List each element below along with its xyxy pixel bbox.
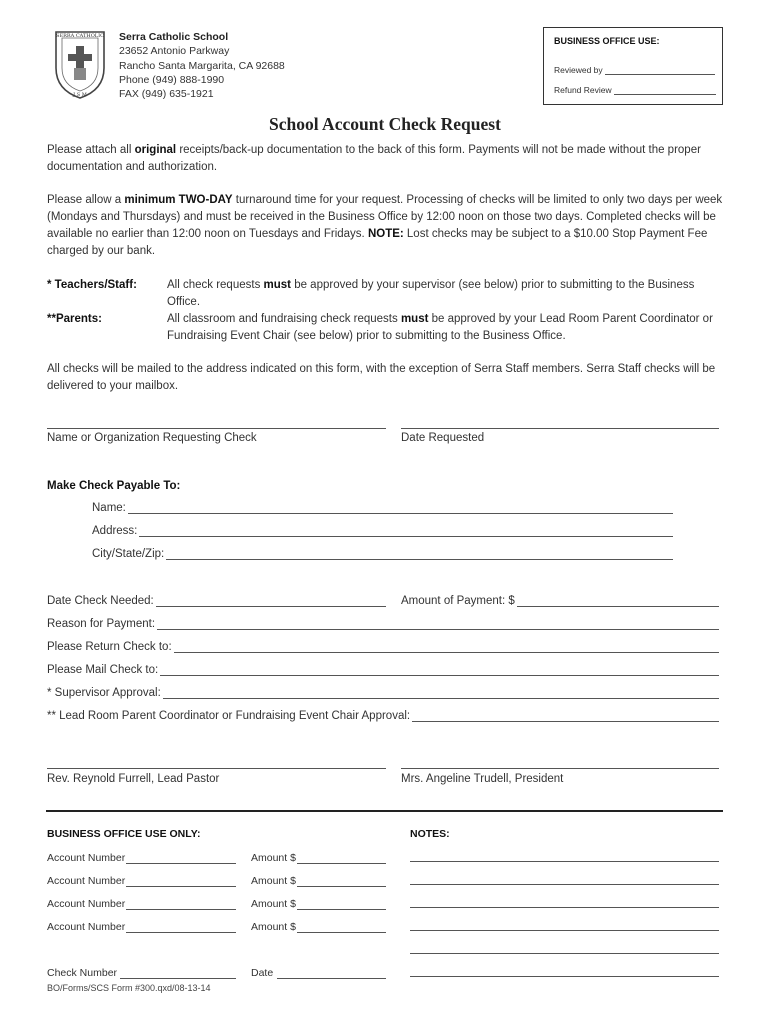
seal-bottom-text: J S M [73,92,87,98]
parents-instructions: All classroom and fundraising check requests must be approved by your Lead Room Parent Coordinator or Fundraising Event Chair (see below) prior to submitting to the Business Office. [167,313,713,342]
reason-row [47,618,719,630]
pastor-signature-field[interactable] [47,768,386,769]
supervisor-approval-field[interactable] [163,688,719,699]
parents-label: **Parents: [47,313,102,325]
business-office-box [543,27,723,105]
requester-name-field[interactable] [47,428,386,429]
school-fax: FAX (949) 635-1921 [119,88,214,101]
return-to-label: Please Return Check to: [47,641,172,653]
payable-to-heading: Make Check Payable To: [47,480,181,492]
intro-paragraph-2: Please allow a minimum TWO-DAY turnaround time for your request. Processing of checks will be limited to only two days per week (Mondays and Thursdays) and must be received in the Business Office by 12:00 noon on those two days. Completed checks will be available no earlier than 12:00 noon on Tuesdays and Fridays. NOTE: Lost checks may be subject to a $10.00 Stop Payment Fee charged by our bank. [47,194,723,257]
date-needed-label: Date Check Needed: [47,595,154,607]
payee-name-field[interactable] [128,503,673,514]
amount-label: Amount of Payment: $ [401,595,515,607]
notes-heading: NOTES: [410,828,450,840]
account-number-row-4: Account Number [47,921,236,933]
account-number-field-3[interactable] [126,900,236,910]
date-needed-field[interactable] [156,596,386,607]
reviewed-by-label: Reviewed by [554,65,603,75]
check-date-row: Date [251,967,386,979]
account-amount-row-3: Amount $ [251,898,386,910]
school-address-line1: 23652 Antonio Parkway [119,45,230,58]
school-name: Serra Catholic School [119,31,229,43]
reviewed-by-field[interactable] [605,66,715,75]
account-number-row-3: Account Number [47,898,236,910]
account-amount-row-1: Amount $ [251,852,386,864]
seal-top-text: SERRA CATHOLIC [56,33,104,39]
teachers-staff-instructions: All check requests must be approved by your supervisor (see below) prior to submitting to the Business Office. [167,279,695,308]
amount-field[interactable] [517,596,719,607]
supervisor-approval-label: * Supervisor Approval: [47,687,161,699]
account-number-field-1[interactable] [126,854,236,864]
reason-label: Reason for Payment: [47,618,156,630]
president-signature-label: Mrs. Angeline Trudell, President [401,773,564,785]
notes-line-5[interactable] [410,953,719,954]
return-to-field[interactable] [174,642,719,653]
account-amount-row-4: Amount $ [251,921,386,933]
mail-to-label: Please Mail Check to: [47,664,159,676]
teachers-staff-label: * Teachers/Staff: [47,279,137,291]
date-requested-label: Date Requested [401,432,485,444]
pastor-signature-label: Rev. Reynold Furrell, Lead Pastor [47,773,220,785]
president-signature-field[interactable] [401,768,719,769]
payee-name-row [92,502,673,514]
refund-review-field[interactable] [614,86,716,95]
refund-review-row [554,85,716,95]
payee-city-field[interactable] [166,549,673,560]
reason-field[interactable] [157,619,719,630]
section-divider [46,810,723,812]
payee-city-label: City/State/Zip: [92,548,165,560]
business-office-box-title: BUSINESS OFFICE USE: [554,36,660,46]
account-amount-field-1[interactable] [297,854,386,864]
account-amount-field-4[interactable] [297,923,386,933]
payee-address-field[interactable] [139,526,673,537]
mailing-note: All checks will be mailed to the address indicated on this form, with the exception of Serra Staff members. Serra Staff checks will be delivered to your mailbox. [47,363,716,392]
notes-line-6[interactable] [410,976,719,977]
check-number-row: Check Number [47,967,236,979]
school-contact-block [119,30,285,101]
payee-name-label: Name: [92,502,126,514]
account-amount-row-2: Amount $ [251,875,386,887]
form-footer-code: BO/Forms/SCS Form #300.qxd/08-13-14 [47,983,211,993]
return-to-row [47,641,719,653]
lead-parent-approval-field[interactable] [412,711,719,722]
payee-city-row [92,548,673,560]
account-amount-field-2[interactable] [297,877,386,887]
school-seal-icon [52,28,108,100]
account-number-row-2: Account Number [47,875,236,887]
supervisor-approval-row [47,687,719,699]
school-phone: Phone (949) 888-1990 [119,73,225,86]
date-requested-field[interactable] [401,428,719,429]
school-address-line2: Rancho Santa Margarita, CA 92688 [119,59,285,72]
notes-line-1[interactable] [410,861,719,862]
refund-review-label: Refund Review [554,85,612,95]
intro-paragraph-1: Please attach all original receipts/back-up documentation to the back of this form. Payments will not be made without the proper documentation and authorization. [47,144,701,173]
payee-address-label: Address: [92,525,138,537]
form-title: School Account Check Request [269,114,501,134]
notes-line-2[interactable] [410,884,719,885]
mail-to-field[interactable] [160,665,719,676]
check-number-field[interactable] [120,969,236,979]
payee-address-row [92,525,673,537]
notes-line-3[interactable] [410,907,719,908]
mail-to-row [47,664,719,676]
amount-row [401,595,719,607]
lead-parent-approval-row [47,710,719,722]
reviewed-by-row [554,65,715,75]
account-number-field-4[interactable] [126,923,236,933]
business-only-heading: BUSINESS OFFICE USE ONLY: [47,828,201,840]
date-needed-row [47,595,386,607]
account-number-row-1: Account Number [47,852,236,864]
account-number-field-2[interactable] [126,877,236,887]
check-date-field[interactable] [277,969,386,979]
account-amount-field-3[interactable] [297,900,386,910]
requester-name-label: Name or Organization Requesting Check [47,432,257,444]
notes-line-4[interactable] [410,930,719,931]
lead-parent-approval-label: ** Lead Room Parent Coordinator or Fundraising Event Chair Approval: [47,710,411,722]
